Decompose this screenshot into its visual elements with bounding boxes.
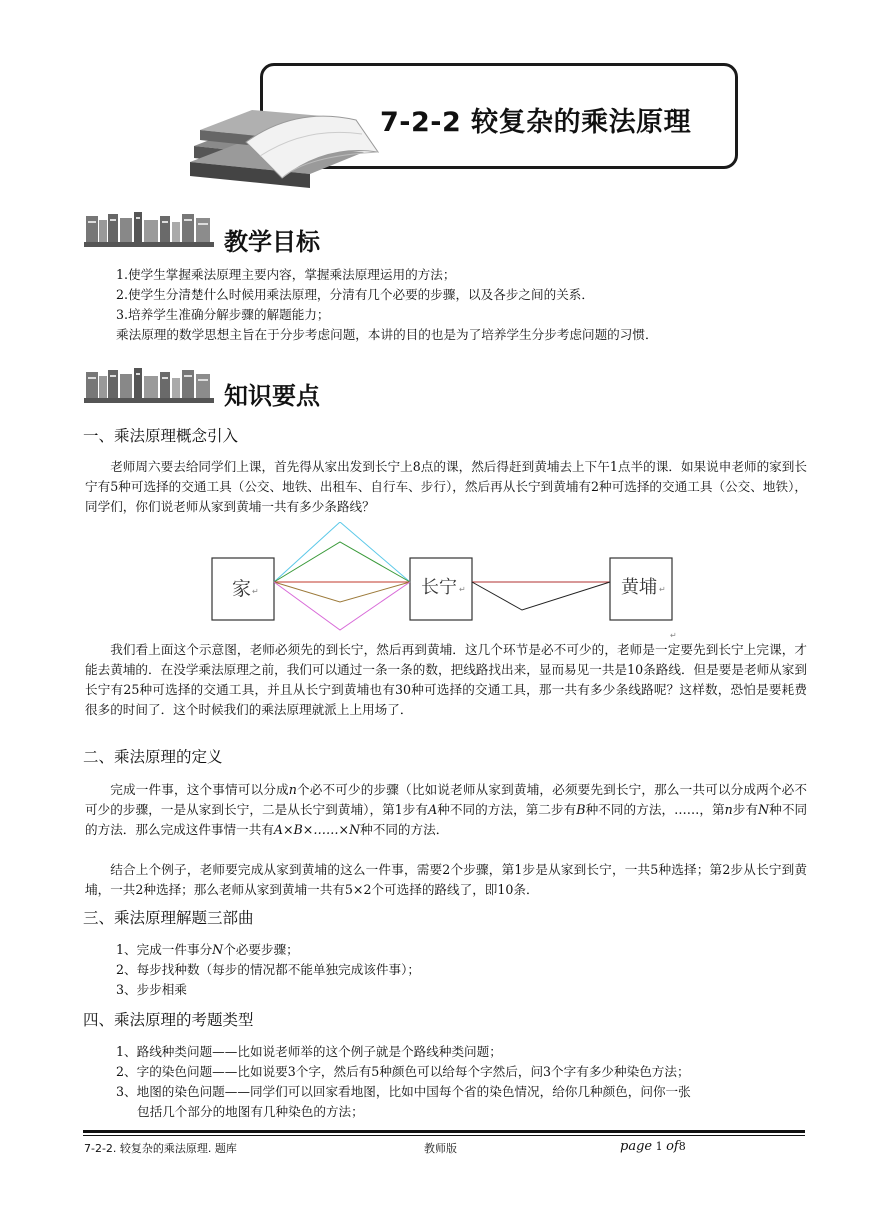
paragraph-mark: ↵: [670, 631, 677, 640]
label-huangpu: 黄埔: [621, 577, 657, 598]
page-title: 7-2-2 较复杂的乘法原理: [380, 107, 692, 138]
list-item: 2、字的染色问题——比如说要3个字，然后有5种颜色可以给每个字然后，问3个字有多少种染色方法；: [116, 1064, 690, 1079]
route-line: [274, 542, 410, 582]
section-title-goals: 教学目标: [224, 228, 320, 256]
goal-item: 2.使学生分清楚什么时候用乘法原理，分清有几个必要的步骤，以及各步之间的关系．: [116, 287, 594, 302]
paragraph-mark: ↵: [659, 585, 666, 594]
bookshelf-icon: [84, 210, 214, 248]
section-title-knowledge: 知识要点: [224, 382, 320, 410]
list-item: 1、路线种类问题——比如说老师举的这个例子就是个路线种类问题；: [116, 1044, 502, 1059]
goal-item: 1.使学生掌握乘法原理主要内容，掌握乘法原理运用的方法；: [116, 267, 456, 282]
goal-item: 3.培养学生准确分解步骤的解题能力；: [116, 307, 330, 322]
route-line: [472, 582, 610, 610]
route-line: [274, 582, 410, 602]
label-changning: 长宁: [421, 577, 457, 598]
list-item: 3、步步相乘: [116, 982, 187, 997]
footer-rule-thick: [83, 1130, 805, 1133]
paragraph: 结合上个例子，老师要完成从家到黄埔的这么一件事，需要2个步骤，第1步是从家到长宁，一共5种选择；第2步从长宁到黄埔，一共2种选择；那么老师从家到黄埔一共有5×2个可选择的路线了，即10条．: [85, 862, 807, 897]
paragraph-definition: 完成一件事，这个事情可以分成n个必不可少的步骤（比如说老师从家到黄埔，必须要先到长宁，那么一共可以分成两个必不可少的步骤，一是从家到长宁，二是从长宁到黄埔），第1步有A种不同的方法，第二步有B种不同的方法，……，第n步有N种不同的方法．那么完成这件事情一共有A×B×……×N种不同的方法．: [85, 782, 808, 837]
paragraph-mark: ↵: [252, 587, 259, 596]
heading-part4: 四、乘法原理的考题类型: [83, 1011, 254, 1029]
bookshelf-icon: [84, 366, 214, 404]
paragraph: 老师周六要去给同学们上课，首先得从家出发到长宁上8点的课，然后得赶到黄埔去上下午1点半的课．如果说申老师的家到长宁有5种可选择的交通工具（公交、地铁、出租车、自行车、步行），然后再从长宁到黄埔有2种可选择的交通工具（公交、地铁），同学们，你们说老师从家到黄埔一共有多少条路线？: [85, 459, 807, 514]
heading-part3: 三、乘法原理解题三部曲: [83, 909, 254, 927]
route-line: [274, 522, 410, 582]
list-item: 3、地图的染色问题——同学们可以回家看地图，比如中国每个省的染色情况，给你几种颜色，问你一张: [116, 1084, 691, 1099]
route-line: [274, 582, 410, 630]
heading-part1: 一、乘法原理概念引入: [83, 427, 239, 445]
paragraph: 我们看上面这个示意图，老师必须先的到长宁，然后再到黄埔．这几个环节是必不可少的，老师是一定要先到长宁上完课，才能去黄埔的．在没学乘法原理之前，我们可以通过一条一条的数，把线路找出来，显而易见一共是10条路线．但是要是老师从家到长宁有25种可选择的交通工具，并且从长宁到黄埔也有30种可选择的交通工具，那一共有多少条线路呢？这样数，恐怕是要耗费很多的时间了．这个时候我们的乘法原理就派上上用场了．: [85, 642, 807, 717]
route-diagram: [200, 522, 690, 642]
list-item: 1、完成一件事分N个必要步骤；: [116, 942, 299, 957]
footer-rule-thin: [83, 1135, 805, 1136]
label-home: 家: [232, 578, 252, 600]
footer-page-number: page 1 of8: [620, 1139, 686, 1154]
footer-doc-name: 7-2-2. 较复杂的乘法原理. 题库: [84, 1142, 237, 1155]
list-item-continuation: 包括几个部分的地图有几种染色的方法；: [137, 1104, 364, 1119]
paragraph-mark: ↵: [459, 585, 466, 594]
goal-item: 乘法原理的数学思想主旨在于分步考虑问题，本讲的目的也是为了培养学生分步考虑问题的习惯．: [116, 327, 658, 342]
heading-part2: 二、乘法原理的定义: [83, 748, 223, 766]
books-icon: [186, 96, 386, 188]
list-item: 2、每步找种数（每步的情况都不能单独完成该件事）；: [116, 962, 420, 977]
footer-edition: 教师版: [424, 1142, 457, 1155]
